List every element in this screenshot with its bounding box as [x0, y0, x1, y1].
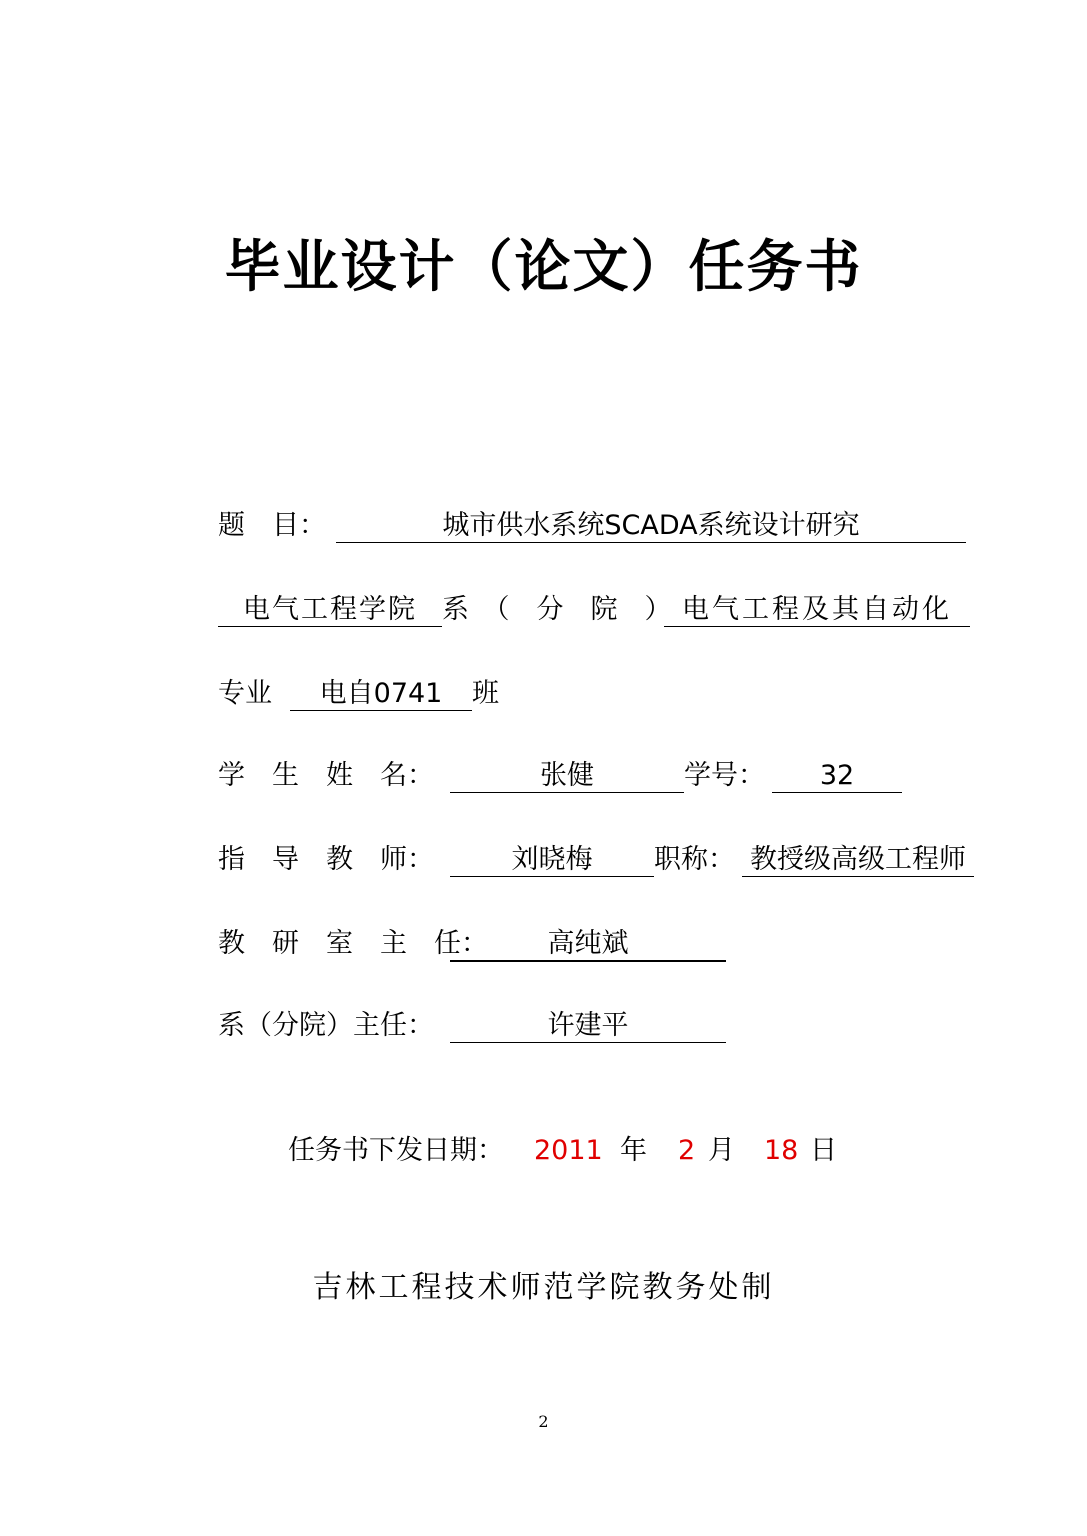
topic-label: 题 目： [218, 510, 326, 541]
college-value: 电气工程学院 [218, 592, 442, 627]
advisor-title-label: 职称： [654, 844, 735, 875]
major-name-value: 电气工程及其自动化 [664, 592, 970, 627]
issuer: 吉林工程技术师范学院教务处制 [312, 1270, 775, 1305]
issue-year-unit: 年 [620, 1135, 647, 1166]
issue-month: 2 [678, 1135, 696, 1166]
office-head-value: 高纯斌 [450, 926, 726, 962]
student-name-value: 张健 [450, 758, 684, 793]
issue-day: 18 [764, 1135, 799, 1166]
office-head-label: 教 研 室 主 任： [218, 928, 488, 959]
student-id-label: 学号： [684, 760, 765, 791]
department-row [218, 592, 970, 628]
advisor-value: 刘晓梅 [450, 842, 654, 877]
issue-year: 2011 [534, 1135, 603, 1166]
document-title: 毕业设计（论文）任务书 [224, 234, 863, 300]
advisor-row [218, 842, 974, 878]
student-name-label: 学 生 姓 名： [218, 760, 434, 791]
advisor-label: 指 导 教 师： [218, 844, 434, 875]
student-row [218, 758, 902, 794]
class-row [218, 676, 499, 712]
office-head-row [218, 926, 726, 962]
issue-date-label: 任务书下发日期： [288, 1135, 504, 1166]
issue-day-unit: 日 [810, 1135, 837, 1166]
page-number: 2 [538, 1412, 549, 1431]
issue-month-unit: 月 [708, 1135, 735, 1166]
dean-row [218, 1008, 726, 1044]
issue-date-row [288, 1133, 837, 1169]
class-suffix: 班 [472, 678, 499, 709]
major-label: 专业 [218, 678, 272, 709]
dean-value: 许建平 [450, 1008, 726, 1043]
advisor-title-value: 教授级高级工程师 [742, 842, 974, 877]
department-label: 系 （ 分 院 ） [442, 594, 672, 625]
topic-value: 城市供水系统SCADA系统设计研究 [336, 508, 966, 543]
student-id-value: 32 [772, 758, 902, 793]
class-value: 电自0741 [290, 676, 472, 711]
topic-row [218, 508, 966, 544]
dean-label: 系（分院）主任： [218, 1010, 434, 1041]
